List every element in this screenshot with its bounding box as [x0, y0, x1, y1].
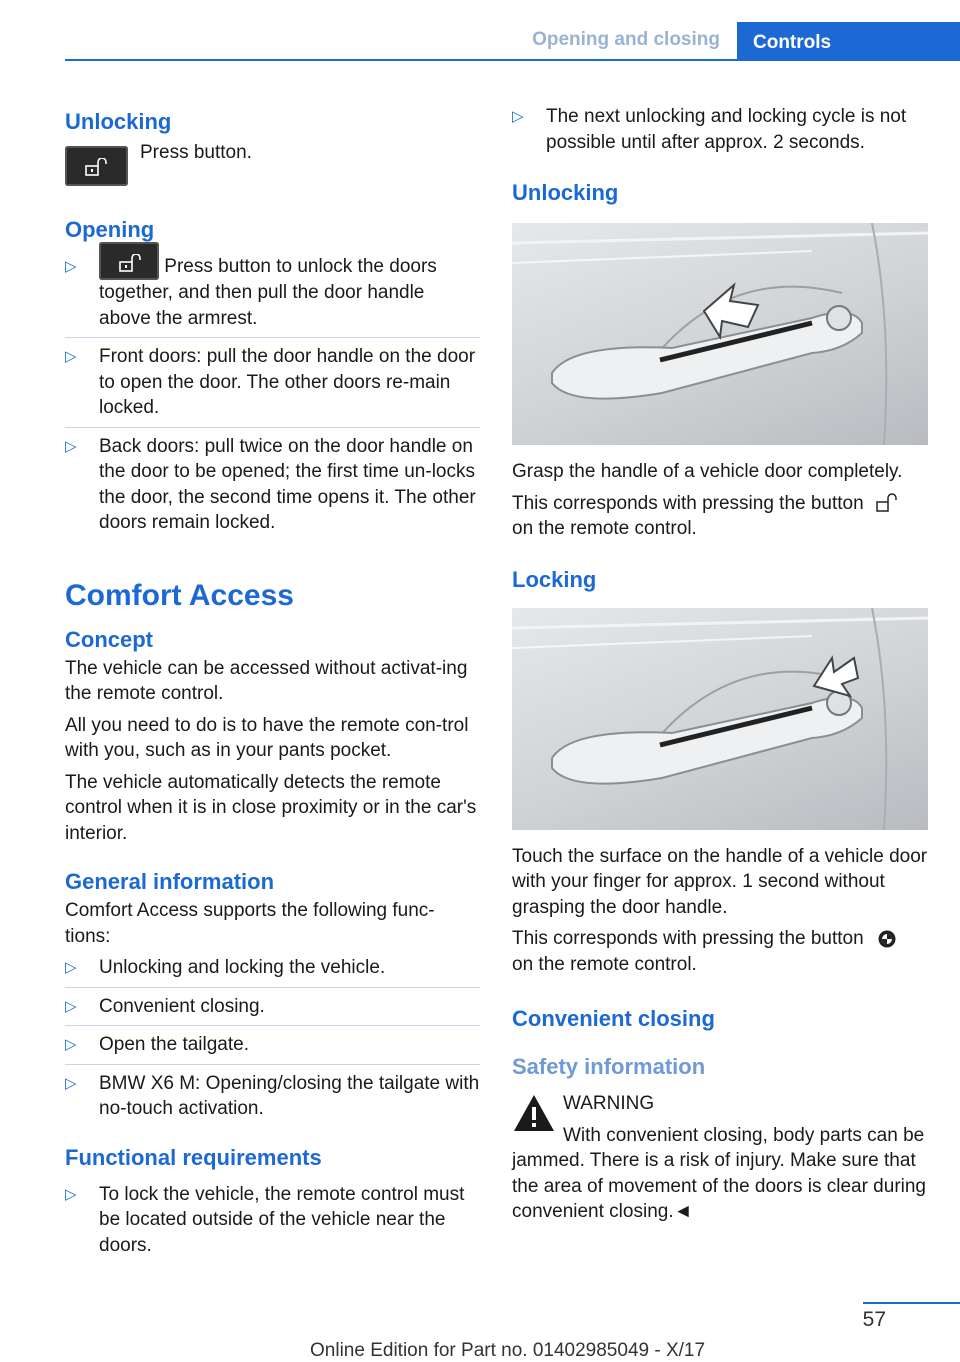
- footer-rule: [863, 1302, 960, 1304]
- bullet-triangle-icon: ▷: [65, 258, 77, 275]
- warning-triangle-icon: [512, 1093, 556, 1133]
- list-item: [65, 1032, 480, 1058]
- cycle-item-text: The next unlocking and locking cycle is not possible until after approx. 2 seconds.: [546, 106, 907, 153]
- general-item-text: Open the tailgate.: [99, 1034, 249, 1055]
- list-item: [65, 1071, 480, 1122]
- concept-paragraph: The vehicle automatically detects the remote control when it is in close proximity or in the car's interior.: [65, 771, 477, 844]
- lock-paragraph-part: on the remote control.: [512, 953, 697, 975]
- left-column: [65, 100, 480, 1258]
- lock-paragraph: Touch the surface on the handle of a vehicle door with your finger for approx. 1 second without grasping the door handle.: [512, 845, 928, 918]
- list-item: [65, 344, 480, 421]
- opening-heading: Opening: [65, 217, 155, 242]
- unlock-button-icon: [65, 146, 128, 186]
- general-information-heading: General information: [65, 869, 275, 894]
- warning-label: WARNING: [563, 1093, 655, 1114]
- safety-information-heading: Safety information: [512, 1054, 706, 1079]
- edition-text: Online Edition for Part no. 01402985049 - X/17: [310, 1340, 706, 1361]
- bullet-triangle-icon: ▷: [65, 1036, 77, 1053]
- door-handle-unlock-image: [512, 223, 928, 445]
- unlock-paragraph-part: This corresponds with pressing the button: [512, 492, 864, 514]
- page-footer: [0, 1292, 960, 1362]
- list-item: [512, 104, 930, 155]
- door-handle-lock-image: [512, 608, 928, 830]
- unlock-paragraph-part: on the remote control.: [512, 518, 697, 539]
- page-header: [0, 0, 960, 62]
- unlocking-heading: Unlocking: [512, 180, 619, 205]
- opening-item-text: Back doors: pull twice on the door handle on the door to be opened; the first time un-locks the door, the second time opens it. The other doors remain locked.: [99, 435, 476, 533]
- unlock-paragraph: Grasp the handle of a vehicle door completely.: [512, 461, 903, 482]
- list-item: [65, 994, 480, 1020]
- bullet-triangle-icon: ▷: [65, 997, 77, 1015]
- page-number: 57: [862, 1308, 886, 1331]
- section-title: Opening and closing: [532, 29, 720, 50]
- lock-paragraph-part: This corresponds with pressing the button: [512, 928, 864, 949]
- bullet-triangle-icon: ▷: [65, 1185, 77, 1203]
- opening-item-text: Front doors: pull the door handle on the door to open the door. The other doors re-main locked.: [99, 346, 476, 418]
- opening-item-text: Press button to unlock the doors together, and then pull the door handle above the armrest.: [99, 256, 437, 329]
- open-lock-icon: [875, 493, 901, 513]
- functional-item-text: To lock the vehicle, the remote control must be located outside of the vehicle near the doors.: [99, 1183, 465, 1256]
- comfort-access-heading: Comfort Access: [65, 578, 294, 612]
- bmw-logo-icon: [877, 929, 899, 949]
- general-item-text: Unlocking and locking the vehicle.: [99, 957, 386, 978]
- general-item-text: BMW X6 M: Opening/closing the tailgate with no-touch activation.: [99, 1072, 480, 1119]
- unlocking-heading: Unlocking: [65, 109, 172, 134]
- list-item: [65, 254, 480, 331]
- bullet-triangle-icon: ▷: [65, 959, 77, 976]
- bullet-triangle-icon: ▷: [65, 348, 77, 365]
- convenient-closing-heading: Convenient closing: [512, 1006, 715, 1031]
- list-item: [65, 434, 480, 536]
- unlocking-text: Press button.: [140, 142, 252, 163]
- general-item-text: Convenient closing.: [99, 995, 265, 1017]
- concept-heading: Concept: [65, 626, 153, 652]
- tab-controls: Controls: [737, 22, 960, 60]
- header-rule: [65, 59, 960, 61]
- general-intro: Comfort Access supports the following func-tions:: [65, 900, 435, 947]
- warning-text: With convenient closing, body parts can be jammed. There is a risk of injury. Make sure that the area of movement of the doors is clear during convenient closing.◄: [512, 1124, 927, 1222]
- unlock-paragraph: [512, 491, 930, 542]
- concept-paragraph: All you need to do is to have the remote con-trol with you, such as in your pants pocket.: [65, 714, 469, 761]
- concept-paragraph: The vehicle can be accessed without activat-ing the remote control.: [65, 657, 468, 704]
- locking-heading: Locking: [512, 566, 597, 592]
- unlock-button-icon: [99, 242, 159, 280]
- bullet-triangle-icon: ▷: [65, 437, 77, 455]
- list-item: [65, 1182, 480, 1259]
- right-column: [512, 100, 930, 1225]
- bullet-triangle-icon: ▷: [65, 1074, 77, 1092]
- list-item: [65, 955, 480, 981]
- warning-block: [512, 1091, 930, 1225]
- lock-paragraph: [512, 926, 930, 977]
- bullet-triangle-icon: ▷: [512, 108, 524, 125]
- functional-requirements-heading: Functional requirements: [65, 1144, 322, 1170]
